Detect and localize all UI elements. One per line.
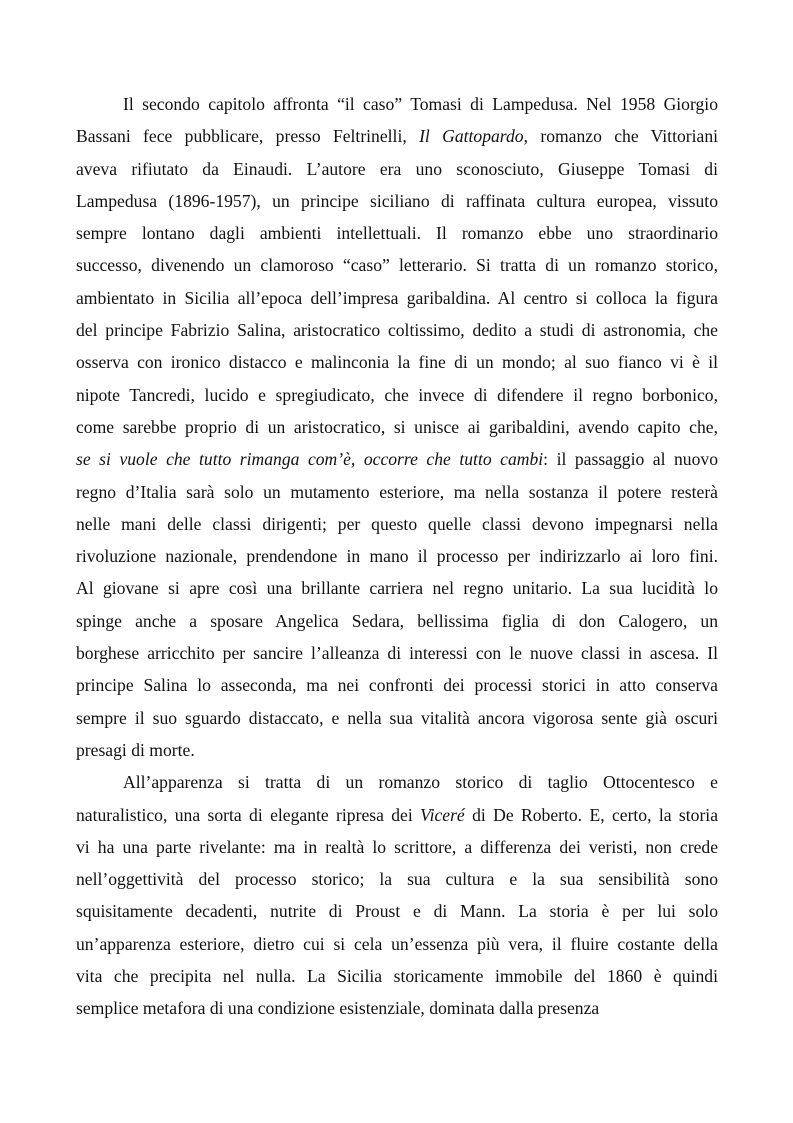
text-run: di De Roberto. E, certo, la storia <box>464 804 718 825</box>
italic-title-text: Il Gattopardo <box>419 126 524 147</box>
text-run: nelle mani delle classi dirigenti; per questo quelle classi devono impegnarsi nella <box>76 513 718 534</box>
text-line <box>76 540 718 572</box>
text-run: osserva con ironico distacco e malinconia la fine di un mondo; al suo fianco vi è il <box>76 352 718 373</box>
text-run: rivoluzione nazionale, prendendone in mano il processo per indirizzarlo ai loro fini. <box>76 546 718 567</box>
text-line <box>76 766 718 798</box>
text-line <box>76 346 718 378</box>
text-line <box>76 799 718 831</box>
text-line <box>76 120 718 152</box>
text-run: presagi di morte. <box>76 739 195 760</box>
text-line <box>76 443 718 475</box>
text-line <box>76 249 718 281</box>
text-line <box>76 185 718 217</box>
text-run: come sarebbe proprio di un aristocratico, si unisce ai garibaldini, avendo capito che, <box>76 416 718 437</box>
text-run: , romanzo che Vittoriani <box>523 126 718 147</box>
text-run: semplice metafora di una condizione esistenziale, dominata dalla presenza <box>76 998 600 1019</box>
text-line <box>76 895 718 927</box>
text-run: Lampedusa (1896-1957), un principe siciliano di raffinata cultura europea, vissuto <box>76 190 718 211</box>
text-line <box>76 669 718 701</box>
text-line <box>76 734 718 766</box>
text-run: sempre il suo sguardo distaccato, e nella sua vitalità ancora vigorosa sente già oscuri <box>76 707 718 728</box>
text-line <box>76 863 718 895</box>
text-run: un’apparenza esteriore, dietro cui si cela un’essenza più vera, il fluire costante della <box>76 933 718 954</box>
text-run: naturalistico, una sorta di elegante ripresa dei <box>76 804 421 825</box>
text-run: vita che precipita nel nulla. La Sicilia storicamente immobile del 1860 è quindi <box>76 966 718 987</box>
text-line <box>76 411 718 443</box>
italic-title-text: Viceré <box>420 804 465 825</box>
text-line <box>76 379 718 411</box>
text-line <box>76 992 718 1024</box>
text-run: spinge anche a sposare Angelica Sedara, bellissima figlia di don Calogero, un <box>76 610 718 631</box>
text-line <box>76 476 718 508</box>
text-run: ambientato in Sicilia all’epoca dell’impresa garibaldina. Al centro si colloca la figura <box>76 287 718 308</box>
text-run: Il secondo capitolo affronta “il caso” Tomasi di Lampedusa. Nel 1958 Giorgio <box>123 94 718 114</box>
text-line <box>76 153 718 185</box>
text-run: nell’oggettività del processo storico; la sua cultura e la sua sensibilità sono <box>76 869 718 890</box>
paragraph-1 <box>76 88 718 766</box>
text-line <box>76 572 718 604</box>
text-run: Al giovane si apre così una brillante carriera nel regno unitario. La sua lucidità lo <box>76 578 718 599</box>
text-run: regno d’Italia sarà solo un mutamento esteriore, ma nella sostanza il potere resterà <box>76 481 718 502</box>
text-run: vi ha una parte rivelante: ma in realtà lo scrittore, a differenza dei veristi, non crede <box>76 836 718 857</box>
text-run: All’apparenza si tratta di un romanzo storico di taglio Ottocentesco e <box>123 772 718 793</box>
text-run: aveva rifiutato da Einaudi. L’autore era uno sconosciuto, Giuseppe Tomasi di <box>76 158 718 179</box>
text-line <box>76 508 718 540</box>
text-line <box>76 88 718 120</box>
text-line <box>76 314 718 346</box>
text-run: del principe Fabrizio Salina, aristocratico coltissimo, dedito a studi di astronomia, che <box>76 320 718 341</box>
text-run: : il passaggio al nuovo <box>543 449 718 470</box>
text-run: nipote Tancredi, lucido e spregiudicato, che invece di difendere il regno borbonico, <box>76 384 718 405</box>
text-run: Bassani fece pubblicare, presso Feltrinelli, <box>76 126 420 147</box>
text-line <box>76 831 718 863</box>
text-run: borghese arricchito per sancire l’alleanza di interessi con le nuove classi in ascesa. Il <box>76 643 718 664</box>
text-line <box>76 702 718 734</box>
text-line <box>76 928 718 960</box>
paragraph-2 <box>76 766 718 1024</box>
text-run: squisitamente decadenti, nutrite di Proust e di Mann. La storia è per lui solo <box>76 901 718 922</box>
text-line <box>76 282 718 314</box>
italic-title-text: se si vuole che tutto rimanga com’è, occorre che tutto cambi <box>76 449 544 470</box>
text-run: sempre lontano dagli ambienti intellettuali. Il romanzo ebbe uno straordinario <box>76 223 718 244</box>
text-run: principe Salina lo asseconda, ma nei confronti dei processi storici in atto conserva <box>76 675 718 696</box>
document-page <box>76 88 718 1025</box>
text-line <box>76 217 718 249</box>
text-run: successo, divenendo un clamoroso “caso” letterario. Si tratta di un romanzo storico, <box>76 255 718 276</box>
text-line <box>76 960 718 992</box>
text-line <box>76 637 718 669</box>
text-line <box>76 605 718 637</box>
